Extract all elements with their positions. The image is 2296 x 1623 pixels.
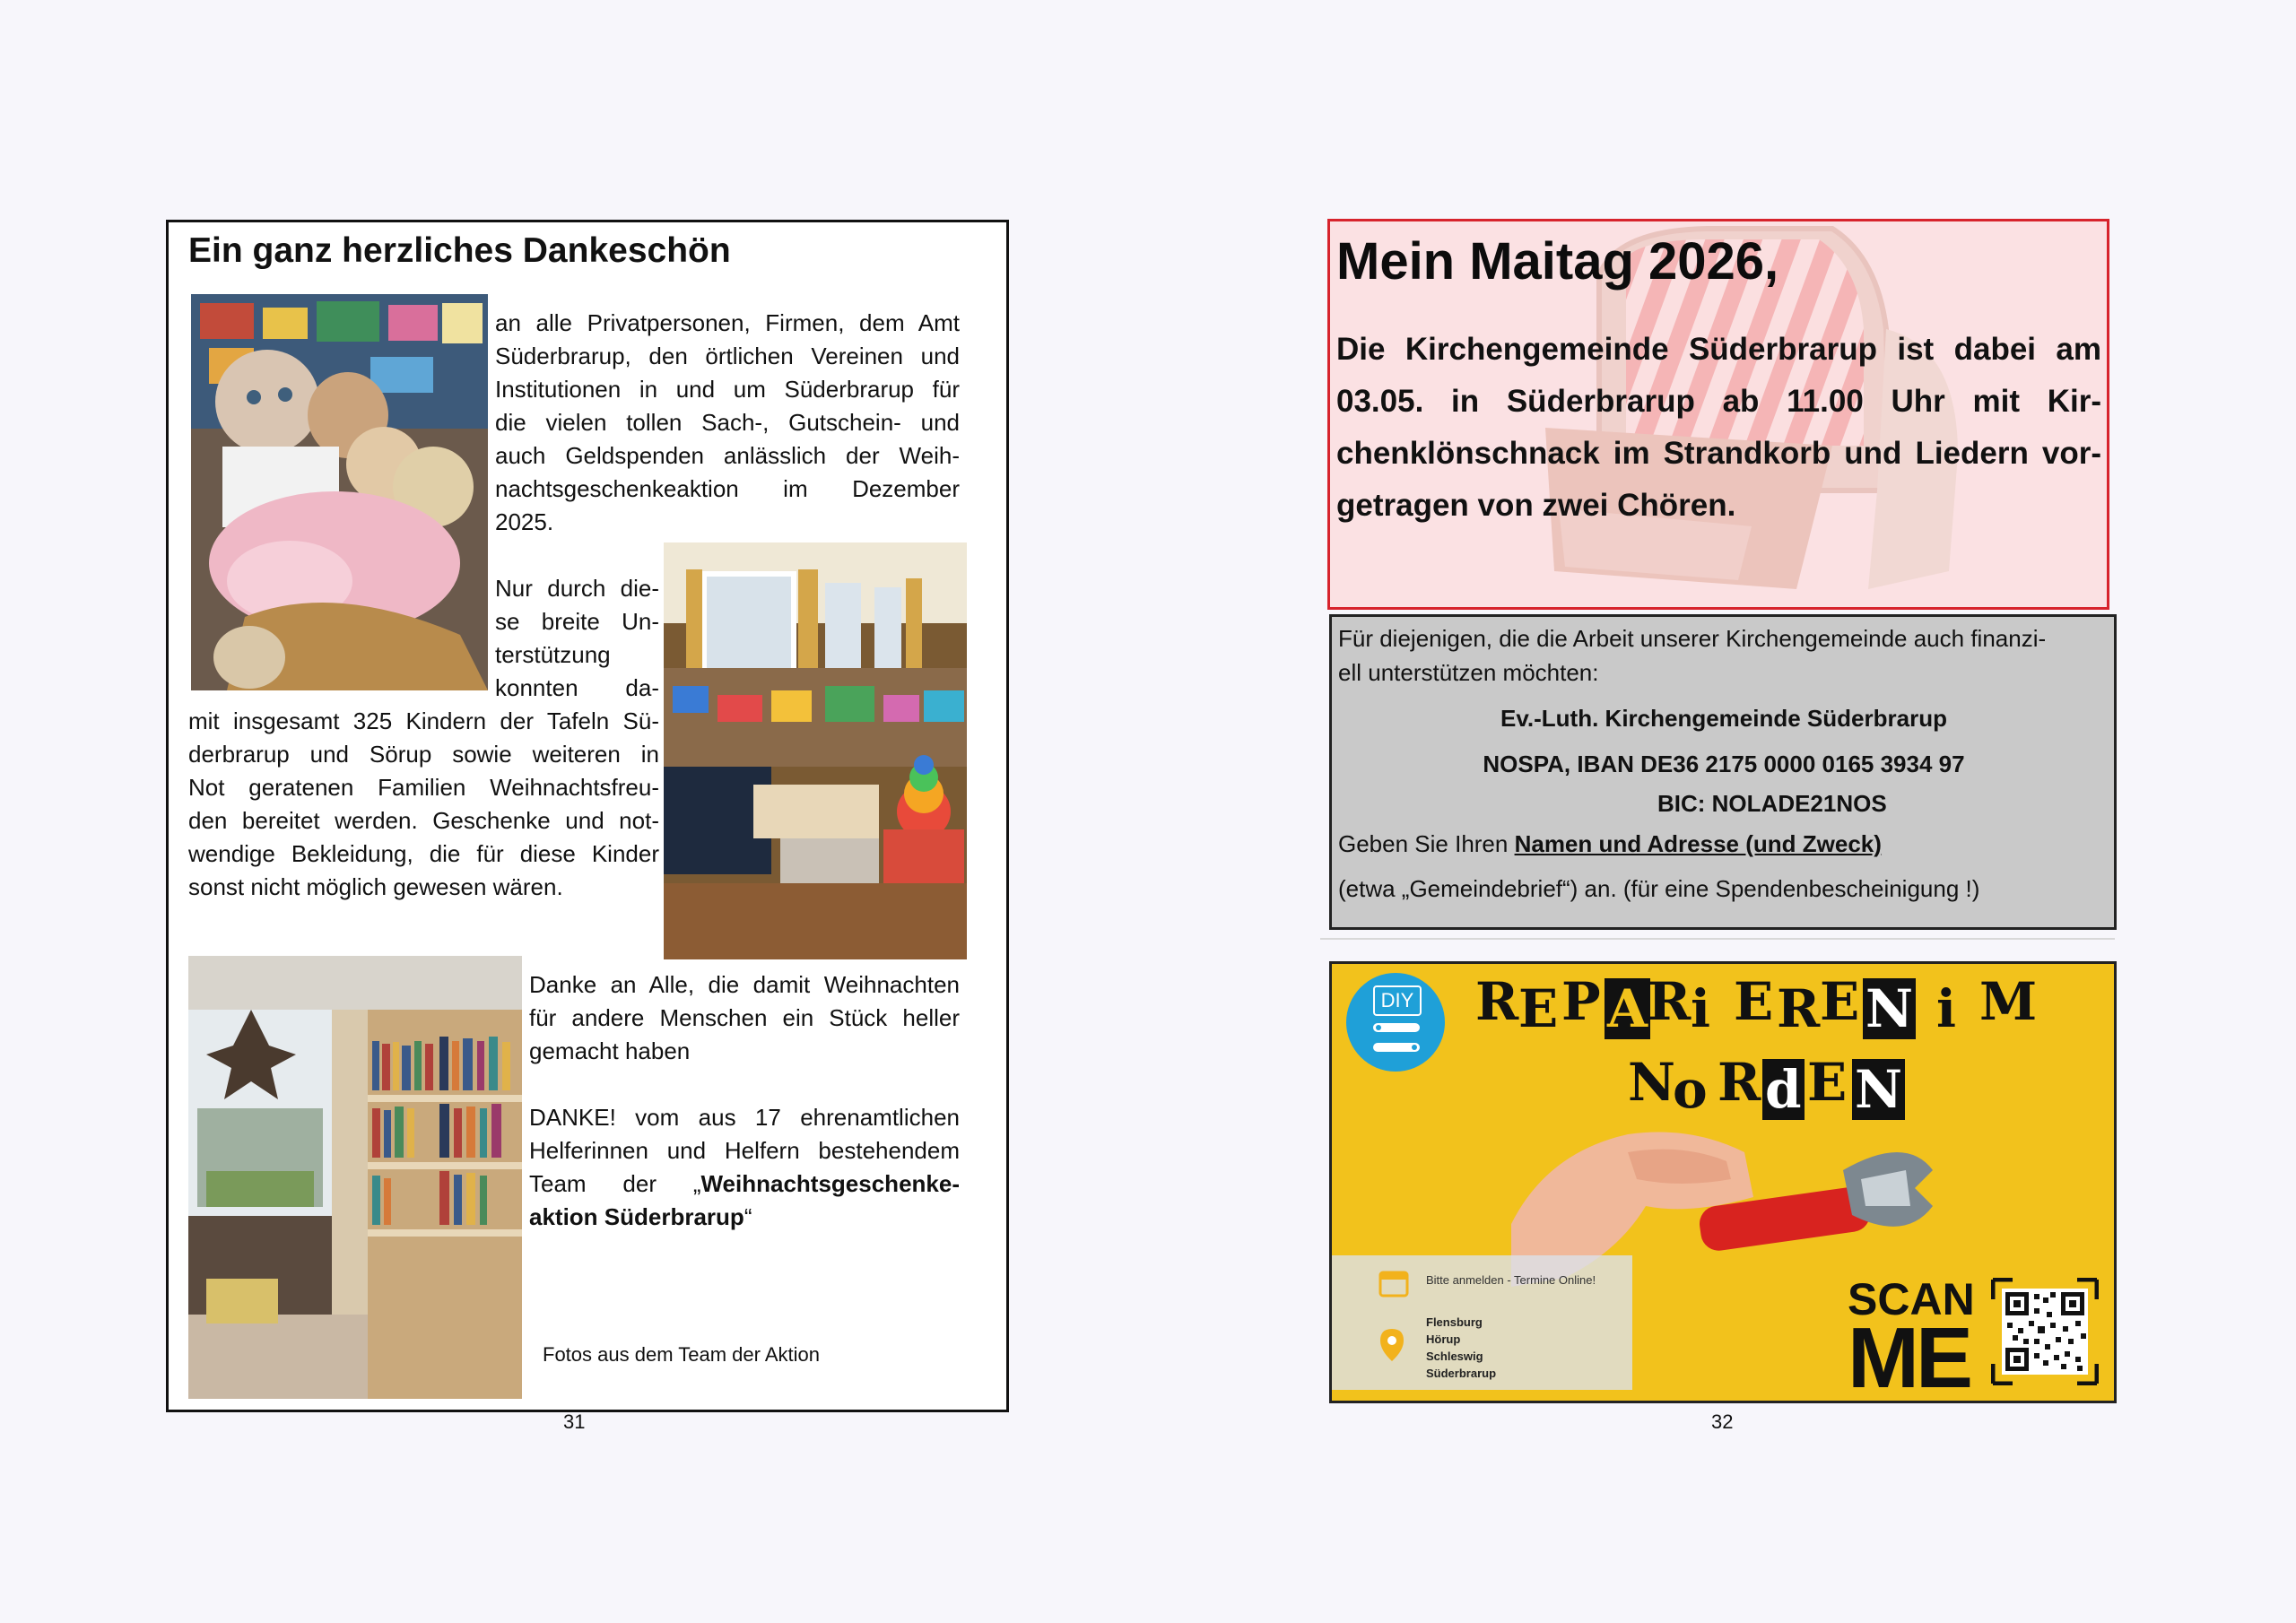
headline-letter: N — [1863, 978, 1916, 1039]
campaign-name-part1: Weihnachtsgeschenke- — [700, 1170, 960, 1197]
qr-code[interactable] — [1991, 1278, 2099, 1385]
headline-letter: i — [1936, 978, 1957, 1039]
text-fragment: Team der „ — [529, 1170, 701, 1197]
support-paragraph-narrow — [495, 572, 659, 705]
headline-letter: E — [1518, 978, 1559, 1039]
maitag-text-line: 03.05. in Süderbrarup ab 11.00 Uhr mit Kir- — [1336, 384, 2101, 419]
text-fragment: Geben Sie Ihren — [1338, 830, 1515, 857]
text-line: mit insgesamt 325 Kindern der Tafeln Sü- — [188, 707, 659, 734]
text-line: Süderbrarup, den örtlichen Vereinen und — [495, 343, 960, 369]
campaign-name-part2: aktion Süderbrarup — [529, 1203, 744, 1230]
text-line: die vielen tollen Sach-, Gutschein- und — [495, 409, 960, 436]
thanks-paragraph — [495, 307, 960, 539]
me-label: ME — [1848, 1310, 1970, 1403]
text-line: se breite Un- — [495, 608, 659, 635]
text-line: Danke an Alle, die damit Weihnachten — [529, 971, 960, 998]
location-pin-icon — [1378, 1327, 1405, 1363]
article-title: Ein ganz herzliches Dankeschön — [188, 231, 731, 270]
text-line: Nur durch die- — [495, 575, 659, 602]
headline-letter: N — [1628, 1052, 1676, 1113]
text-line: den bereitet werden. Geschenke und not- — [188, 807, 659, 834]
text-line: konnten da- — [495, 674, 659, 701]
donation-intro-line: Für diejenigen, die die Arbeit unserer Kirchengemeinde auch finanzi- — [1338, 625, 2047, 652]
donation-bic: BIC: NOLADE21NOS — [1657, 790, 1887, 817]
text-line — [529, 1167, 960, 1201]
maitag-text-line: getragen von zwei Chören. — [1336, 488, 1736, 523]
headline-letter: i — [1691, 978, 1711, 1039]
headline-letter: N — [1852, 1059, 1905, 1120]
text-line: gemacht haben — [529, 1037, 691, 1064]
maitag-text-line: Die Kirchengemeinde Süderbrarup ist dabei am — [1336, 332, 2101, 367]
tools-icon — [1371, 1020, 1422, 1057]
text-line: an alle Privatpersonen, Firmen, dem Amt — [495, 309, 960, 336]
headline-letter: E — [1734, 971, 1774, 1032]
headline-letter: A — [1605, 978, 1650, 1039]
diy-badge — [1346, 973, 1445, 1072]
donation-intro-line: ell unterstützen möchten: — [1338, 659, 1599, 686]
donation-iban: NOSPA, IBAN DE36 2175 0000 0165 3934 97 — [1483, 751, 1965, 777]
text-line: Not geratenen Familien Weihnachtsfreu- — [188, 774, 659, 801]
text-line: DANKE! vom aus 17 ehrenamtlichen — [529, 1104, 960, 1131]
text-fragment: “ — [744, 1203, 752, 1230]
section-divider — [1320, 938, 2115, 940]
donation-request — [1338, 830, 1882, 858]
support-paragraph — [188, 705, 659, 904]
photo-caption: Fotos aus dem Team der Aktion — [543, 1343, 820, 1366]
maitag-text-line: chenklönschnack im Strandkorb und Liedern vor- — [1336, 436, 2101, 471]
headline-letter: R — [1777, 978, 1821, 1039]
headline-letter: R — [1718, 1052, 1761, 1113]
text-line: nachtsgeschenkeaktion im Dezember — [495, 475, 960, 502]
text-line: wendige Bekleidung, die für diese Kinder — [188, 840, 659, 867]
photo-gift-hall — [664, 542, 967, 959]
headline-letter: M — [1979, 971, 2038, 1032]
registration-text: Bitte anmelden - Termine Online! — [1426, 1273, 1596, 1287]
location-list — [1426, 1314, 1496, 1382]
repair-ad — [1329, 961, 2117, 1403]
headline-letter: d — [1762, 1059, 1805, 1120]
donation-note: (etwa „Gemeindebrief“) an. (für eine Spendenbescheinigung !) — [1338, 875, 1980, 902]
text-line: sonst nicht möglich gewesen wären. — [188, 873, 563, 900]
text-line: 2025. — [495, 508, 554, 535]
volunteer-paragraph — [529, 1101, 960, 1234]
headline-letter: R — [1648, 971, 1692, 1032]
photo-bookshelf — [188, 956, 522, 1399]
location-item: Flensburg — [1426, 1315, 1483, 1329]
donation-request-emphasis: Namen und Adresse (und Zweck) — [1514, 830, 1882, 857]
headline-letter: E — [1807, 1052, 1848, 1113]
headline-letter: E — [1820, 971, 1860, 1032]
text-line: auch Geldspenden anlässlich der Weih- — [495, 442, 960, 469]
headline-letter: o — [1673, 1059, 1708, 1120]
donation-recipient: Ev.-Luth. Kirchengemeinde Süderbrarup — [1500, 705, 1947, 732]
calendar-icon — [1378, 1267, 1409, 1298]
thanks-all-paragraph — [529, 968, 960, 1068]
text-line: terstützung — [495, 641, 611, 668]
text-line: derbrarup und Sörup sowie weiteren in — [188, 741, 659, 768]
location-item: Süderbrarup — [1426, 1367, 1497, 1380]
page-number-right: 32 — [1711, 1410, 1734, 1433]
text-line: für andere Menschen ein Stück heller — [529, 1004, 960, 1031]
maitag-title: Mein Maitag 2026, — [1336, 232, 1779, 291]
page-number-left: 31 — [563, 1410, 586, 1433]
headline-letter: R — [1475, 971, 1519, 1032]
text-line — [529, 1201, 960, 1234]
text-line: Institutionen in und um Süderbrarup für — [495, 376, 960, 403]
text-line: Helferinnen und Helfern bestehendem — [529, 1137, 960, 1164]
headline-letter: P — [1561, 971, 1601, 1032]
location-item: Hörup — [1426, 1332, 1461, 1346]
diy-label: DIY — [1373, 985, 1422, 1016]
scan-label: SCAN — [1848, 1274, 1975, 1324]
location-item: Schleswig — [1426, 1350, 1483, 1363]
photo-dolls — [191, 294, 488, 690]
